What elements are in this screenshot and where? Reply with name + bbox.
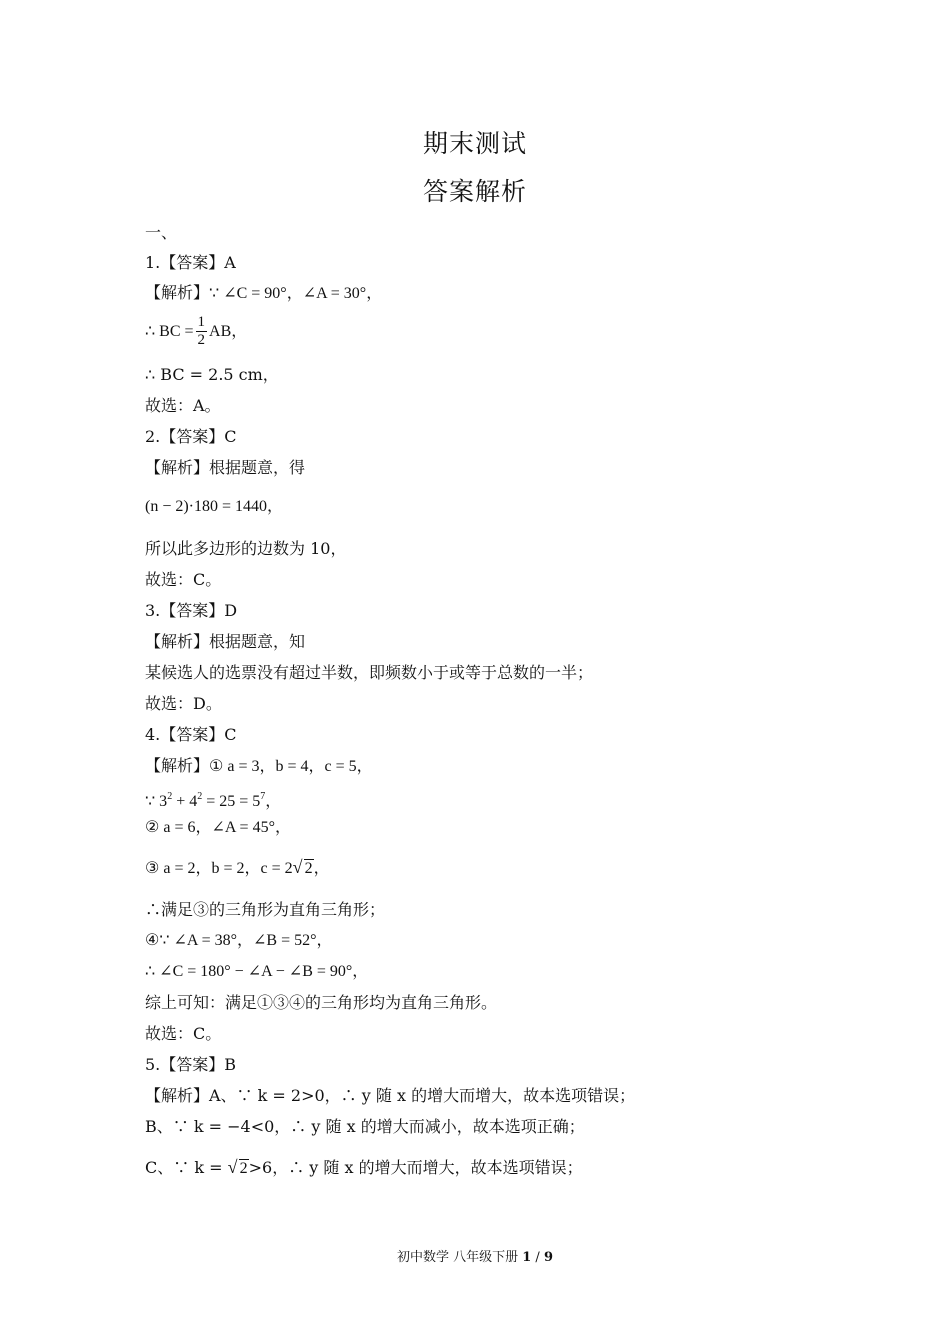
q3-analysis: 【解析】根据题意，知 — [145, 632, 306, 651]
q4-analysis — [145, 755, 373, 778]
radicand: 2 — [239, 1160, 248, 1177]
q5-option-c-post: >6，∴ y 随 x 的增大而增大，故本选项错误； — [248, 1158, 583, 1177]
page-title: 期末测试 — [422, 129, 527, 158]
q1-step-3: ∴ BC = 2.5 cm， — [145, 365, 279, 384]
q1-step-1: ∵ ∠C = 90°，∠A = 30°， — [209, 285, 383, 302]
q4-step-4 — [145, 858, 330, 880]
square-root — [293, 858, 314, 880]
fraction-numerator: 1 — [197, 314, 206, 330]
q4-step-1: ① a = 3，b = 4，c = 5， — [209, 758, 373, 775]
q5-option-c-pre: C、∵ k = — [145, 1158, 228, 1177]
footer-page-number: 1 — [522, 1250, 532, 1265]
radicand: 2 — [304, 860, 313, 877]
footer-separator: / — [531, 1250, 544, 1265]
fraction-denominator: 2 — [197, 332, 206, 348]
footer-total-pages: 9 — [543, 1250, 553, 1265]
q1-step-2-pre: ∴ BC = — [145, 323, 194, 340]
q1-analysis-label: 【解析】 — [145, 283, 210, 302]
q2-analysis: 【解析】根据题意，得 — [145, 458, 306, 477]
q2-formula: (n − 2)·180 = 1440， — [145, 498, 284, 515]
page-footer — [0, 1246, 950, 1265]
q4-step-7: ∴ ∠C = 180° − ∠A − ∠B = 90°， — [145, 963, 369, 980]
exponent: 2 — [167, 791, 173, 802]
q5-option-a: 【解析】A、∵ k = 2>0，∴ y 随 x 的增大而增大，故本选项错误； — [145, 1086, 636, 1105]
q4-step-2-mid2: = 25 = 5 — [202, 793, 261, 810]
q4-step-2-post: ， — [265, 793, 282, 810]
q2-answer: 2.【答案】C — [145, 427, 237, 446]
q1-analysis — [145, 282, 382, 305]
q3-step-1: 某候选人的选票没有超过半数，即频数小于或等于总数的一半； — [145, 663, 594, 682]
q5-answer: 5.【答案】B — [145, 1055, 237, 1074]
q1-answer: 1.【答案】A — [145, 253, 236, 272]
q4-choose: 故选：C。 — [145, 1024, 222, 1043]
q4-step-4-post: ， — [313, 860, 330, 877]
q2-step-1: 所以此多边形的边数为 10， — [145, 539, 347, 558]
page-subtitle: 答案解析 — [422, 177, 527, 206]
q4-analysis-label: 【解析】 — [145, 756, 210, 775]
exponent: 7 — [260, 791, 266, 802]
q4-step-2-pre: ∵ 3 — [145, 793, 168, 810]
section-heading: 一、 — [145, 223, 178, 242]
footer-text: 初中数学 八年级下册 — [396, 1250, 523, 1265]
q4-step-2-mid: + 4 — [172, 793, 198, 810]
q4-step-5: ∴满足③的三角形为直角三角形； — [145, 900, 386, 919]
q1-step-2 — [145, 314, 247, 349]
q1-choose: 故选：A。 — [145, 396, 221, 415]
fraction-one-half — [196, 314, 208, 349]
q4-step-2 — [145, 786, 281, 813]
q1-step-2-post: AB， — [209, 323, 248, 340]
exponent: 2 — [197, 791, 203, 802]
square-root — [228, 1158, 249, 1180]
q5-option-c — [145, 1157, 583, 1180]
q4-step-8: 综上可知：满足①③④的三角形均为直角三角形。 — [145, 993, 498, 1012]
q4-step-3: ② a = 6，∠A = 45°， — [145, 819, 291, 836]
q3-answer: 3.【答案】D — [145, 601, 238, 620]
q2-choose: 故选：C。 — [145, 570, 222, 589]
q4-step-6: ④∵ ∠A = 38°，∠B = 52°， — [145, 932, 333, 949]
q4-answer: 4.【答案】C — [145, 725, 237, 744]
q3-choose: 故选：D。 — [145, 694, 222, 713]
q5-option-b: B、∵ k = −4<0，∴ y 随 x 的增大而减小，故本选项正确； — [145, 1117, 585, 1136]
q4-step-4-pre: ③ a = 2，b = 2，c = 2 — [145, 860, 293, 877]
